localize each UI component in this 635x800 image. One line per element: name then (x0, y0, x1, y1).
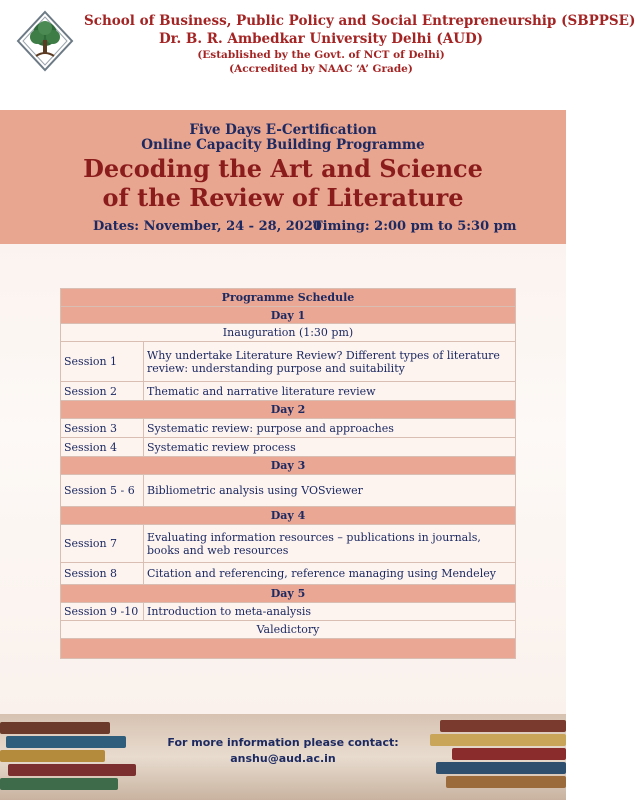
university-name: Dr. B. R. Ambedkar University Delhi (AUD) (158, 31, 484, 47)
session-topic: Why undertake Literature Review? Different types of literature review: understanding purpose and suitability (144, 342, 516, 382)
session-label: Session 4 (61, 438, 144, 457)
day-5-label: Day 5 (61, 585, 516, 603)
banner-line-2: Online Capacity Building Programme (141, 137, 425, 153)
day-row (61, 507, 516, 525)
session-label: Session 5 - 6 (61, 475, 144, 507)
programme-timing: Timing: 2:00 pm to 5:30 pm (313, 219, 517, 234)
session-label: Session 1 (61, 342, 144, 382)
school-name: School of Business, Public Policy and Social Entrepreneurship (SBPPSE) (84, 13, 635, 29)
day-row (61, 585, 516, 603)
session-topic: Citation and referencing, reference managing using Mendeley (144, 563, 516, 585)
session-label: Session 8 (61, 563, 144, 585)
programme-title-line-1: Decoding the Art and Science (83, 154, 483, 183)
session-topic: Systematic review: purpose and approaches (144, 419, 516, 438)
closing-row (61, 639, 516, 659)
session-topic: Introduction to meta-analysis (144, 603, 516, 621)
table-row (61, 419, 516, 438)
day-1-label: Day 1 (61, 307, 516, 324)
schedule-heading-row (61, 289, 516, 307)
aud-logo-icon (16, 10, 74, 72)
session-label: Session 9 -10 (61, 603, 144, 621)
programme-schedule-table (60, 288, 516, 659)
day-2-label: Day 2 (61, 401, 516, 419)
day-row (61, 307, 516, 324)
table-row (61, 382, 516, 401)
day-row (61, 401, 516, 419)
established-note: (Established by the Govt. of NCT of Delhi) (197, 49, 445, 61)
session-topic: Bibliometric analysis using VOSviewer (144, 475, 516, 507)
table-row (61, 563, 516, 585)
session-label: Session 3 (61, 419, 144, 438)
footer-books-banner (0, 714, 566, 800)
day-row (61, 457, 516, 475)
session-label: Session 2 (61, 382, 144, 401)
header (0, 0, 635, 105)
programme-dates: Dates: November, 24 - 28, 2020 (93, 219, 322, 234)
session-topic: Evaluating information resources – publications in journals, books and web resources (144, 525, 516, 563)
table-row (61, 603, 516, 621)
banner-line-1: Five Days E-Certification (189, 122, 377, 138)
day-3-label: Day 3 (61, 457, 516, 475)
valedictory-cell: Valedictory (61, 621, 516, 639)
table-row (61, 342, 516, 382)
contact-prompt: For more information please contact: (167, 736, 399, 749)
table-row (61, 438, 516, 457)
table-row (61, 525, 516, 563)
schedule-heading: Programme Schedule (61, 289, 516, 307)
closing-cell (61, 639, 516, 659)
table-row (61, 324, 516, 342)
session-topic: Thematic and narrative literature review (144, 382, 516, 401)
inauguration-cell: Inauguration (1:30 pm) (61, 324, 516, 342)
table-row (61, 475, 516, 507)
programme-banner (0, 110, 566, 244)
contact-email[interactable]: anshu@aud.ac.in (230, 752, 336, 765)
session-label: Session 7 (61, 525, 144, 563)
accreditation-note: (Accredited by NAAC ‘A’ Grade) (229, 63, 413, 75)
session-topic: Systematic review process (144, 438, 516, 457)
programme-title-line-2: of the Review of Literature (102, 183, 464, 212)
day-4-label: Day 4 (61, 507, 516, 525)
table-row (61, 621, 516, 639)
institution-block (84, 12, 635, 76)
